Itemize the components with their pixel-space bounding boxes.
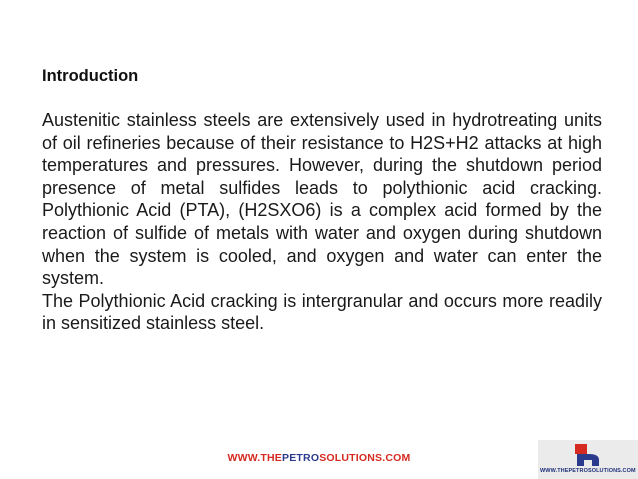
section-heading: Introduction [42,67,139,85]
logo-text: WWW.THEPETROSOLUTIONS.COM [540,468,636,474]
petrosolutions-logo-icon [575,442,601,466]
footer-url-part: WWW.THE [227,452,283,464]
body-text [42,109,602,335]
footer-url-part: SOLUTIONS.COM [319,452,411,464]
paragraph: The Polythionic Acid cracking is intergranular and occurs more readily in sensitized stainless steel. [42,290,602,334]
company-logo [538,440,638,479]
paragraph: Austenitic stainless steels are extensively used in hydrotreating units of oil refineries because of their resistance to H2S+H2 attacks at high temperatures and pressures. However, during the shutdown period presence of metal sulfides leads to polythionic acid cracking. Polythionic Acid (PTA), (H2SXO6) is a complex acid formed by the reaction of sulfide of metals with water and oxygen during shutdown when the system is cooled, and oxygen and water can enter the system. [42,110,602,289]
footer-url-part: PETRO [282,452,320,464]
